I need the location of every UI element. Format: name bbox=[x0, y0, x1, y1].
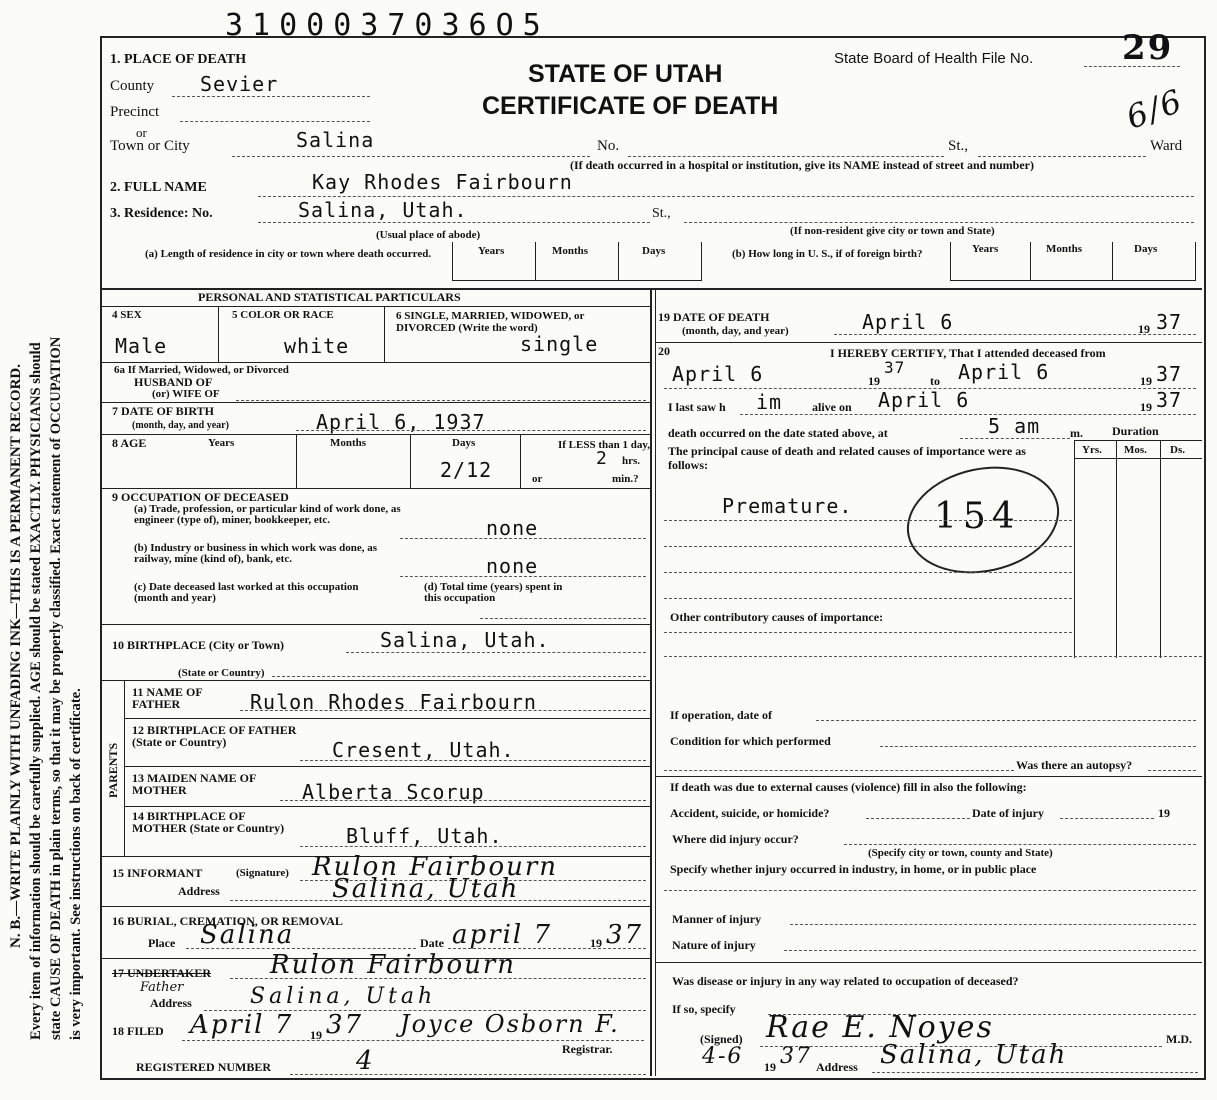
res-years-label: Years bbox=[478, 245, 505, 257]
duration-mos: Mos. bbox=[1124, 444, 1147, 456]
if-so-label: If so, specify bbox=[672, 1002, 736, 1016]
burial-year: 37 bbox=[606, 920, 644, 950]
md-label: M.D. bbox=[1166, 1032, 1192, 1046]
file-number-label: State Board of Health File No. bbox=[834, 50, 1034, 67]
occupation-b-value: none bbox=[486, 554, 539, 578]
time-m-label: m. bbox=[1070, 426, 1083, 440]
file-number-value: 29 bbox=[1122, 28, 1174, 68]
color-label: 5 COLOR OR RACE bbox=[232, 309, 334, 321]
undertaker-label: 17 UNDERTAKER bbox=[112, 966, 212, 980]
signature-date: 4-6 bbox=[702, 1044, 744, 1069]
alive-year-prefix: 19 bbox=[1140, 400, 1152, 414]
res-days-label: Days bbox=[642, 245, 666, 257]
injury-date-label: Date of injury bbox=[972, 806, 1044, 820]
age-label: 8 AGE bbox=[112, 436, 147, 450]
occupation-b-label: (b) Industry or business in which work was done, as railway, mine (kind of), bank, etc. bbox=[134, 542, 378, 565]
attended-to-label: to bbox=[930, 374, 940, 388]
sex-value: Male bbox=[115, 334, 168, 358]
date-of-death-label: 19 DATE OF DEATH bbox=[658, 310, 770, 324]
foreign-years-label: Years bbox=[972, 243, 999, 255]
father-birthplace-label: 12 BIRTHPLACE OF FATHER (State or Country) bbox=[132, 723, 297, 749]
alive-year: 37 bbox=[1156, 388, 1183, 412]
county-label: County bbox=[110, 78, 155, 94]
accident-label: Accident, suicide, or homicide? bbox=[670, 806, 830, 820]
age-years-label: Years bbox=[208, 437, 235, 449]
full-name-label: 2. FULL NAME bbox=[110, 180, 207, 195]
burial-date-label: Date bbox=[420, 936, 444, 950]
sign-year: 37 bbox=[780, 1044, 812, 1069]
foreign-birth-label: (b) How long in U. S., if of foreign birth? bbox=[732, 248, 923, 260]
or-minutes-label: or bbox=[532, 473, 543, 485]
certify-text: I HEREBY CERTIFY, That I attended deceased from bbox=[830, 346, 1106, 360]
attended-from: April 6 bbox=[672, 362, 764, 386]
res-months-label: Months bbox=[552, 245, 589, 257]
last-saw-label: I last saw h bbox=[668, 400, 726, 414]
spouse-label-2: HUSBAND OF bbox=[134, 375, 213, 389]
sign-year-prefix: 19 bbox=[764, 1060, 776, 1074]
attended-to: April 6 bbox=[958, 360, 1050, 384]
mother-birthplace-value: Bluff, Utah. bbox=[346, 824, 503, 848]
burial-place-label: Place bbox=[148, 936, 176, 950]
street-label: St., bbox=[948, 138, 969, 154]
duration-yrs: Yrs. bbox=[1082, 444, 1102, 456]
birthplace-label: 10 BIRTHPLACE (City or Town) bbox=[112, 638, 285, 652]
birthplace-value: Salina, Utah. bbox=[380, 628, 550, 652]
age-days-label: Days bbox=[452, 437, 476, 449]
occupation-c-label: (c) Date deceased last worked at this occupation (month and year) bbox=[134, 581, 359, 604]
foreign-days-label: Days bbox=[1134, 243, 1158, 255]
occupation-d-label: (d) Total time (years) spent in this occupation bbox=[424, 581, 563, 604]
spouse-label-3: (or) WIFE OF bbox=[152, 388, 220, 400]
physician-signature: Rae E. Noyes bbox=[766, 1010, 994, 1045]
signed-label: (Signed) bbox=[700, 1032, 743, 1046]
side-note-line-3: state CAUSE OF DEATH in plain terms, so that it may be properly classified. Exact statement of OCCUPATION bbox=[48, 336, 64, 1040]
foreign-months-label: Months bbox=[1046, 243, 1083, 255]
physician-address-label: Address bbox=[816, 1060, 858, 1074]
burial-date: april 7 bbox=[452, 920, 553, 950]
undertaker-relation: Father bbox=[140, 980, 184, 995]
occupation-related-label: Was disease or injury in any way related to occupation of deceased? bbox=[672, 974, 1019, 988]
length-residence-label: (a) Length of residence in city or town where death occurred. bbox=[145, 248, 432, 260]
informant-signature: Rulon Fairbourn bbox=[312, 852, 559, 882]
condition-label: Condition for which performed bbox=[670, 734, 831, 748]
alive-on-label: alive on bbox=[812, 400, 852, 414]
certify-number: 20 bbox=[658, 344, 670, 358]
burial-label: 16 BURIAL, CREMATION, OR REMOVAL bbox=[112, 914, 343, 928]
place-of-death-heading: 1. PLACE OF DEATH bbox=[110, 52, 247, 67]
mother-birthplace-label: 14 BIRTHPLACE OF MOTHER (State or Country) bbox=[132, 809, 285, 835]
spouse-label-1: 6a If Married, Widowed, or Divorced bbox=[114, 364, 289, 376]
undertaker-address: Salina, Utah bbox=[250, 984, 437, 1009]
attended-to-year: 37 bbox=[1156, 362, 1183, 386]
external-causes-label: If death was due to external causes (violence) fill in also the following: bbox=[670, 780, 1027, 794]
hours-label: hrs. bbox=[622, 455, 641, 467]
injury-year-prefix: 19 bbox=[1158, 806, 1170, 820]
side-note-line-4: is very important. See instructions on back of certificate. bbox=[68, 688, 84, 1040]
certificate-title: STATE OF UTAH bbox=[528, 60, 723, 88]
dob-sub: (month, day, and year) bbox=[132, 420, 229, 431]
to-year-prefix: 19 bbox=[1140, 374, 1152, 388]
duration-ds: Ds. bbox=[1170, 444, 1185, 456]
residence-street-label: St., bbox=[652, 206, 671, 221]
usual-abode-note: (Usual place of abode) bbox=[376, 229, 481, 241]
occupation-a-value: none bbox=[486, 516, 539, 540]
dob-label: 7 DATE OF BIRTH bbox=[112, 404, 214, 418]
filed-year-prefix: 19 bbox=[310, 1028, 322, 1042]
marital-value: single bbox=[520, 332, 599, 356]
filed-year: 37 bbox=[326, 1010, 364, 1040]
burial-place: Salina bbox=[200, 920, 295, 950]
ward-label: Ward bbox=[1150, 138, 1183, 154]
town-label: Town or City bbox=[110, 138, 190, 154]
registered-number-label: REGISTERED NUMBER bbox=[136, 1060, 272, 1074]
from-year-prefix: 19 bbox=[868, 374, 880, 388]
attended-from-year: 37 bbox=[884, 358, 906, 377]
occupation-label: 9 OCCUPATION OF DECEASED bbox=[112, 490, 289, 504]
autopsy-label: Was there an autopsy? bbox=[1016, 758, 1133, 772]
undertaker-name: Rulon Fairbourn bbox=[270, 950, 517, 980]
registrar-signature: Joyce Osborn F. bbox=[400, 1010, 620, 1038]
side-note-permanent-record: N. B.—WRITE PLAINLY WITH UNFADING INK—THIS IS A PERMANENT RECORD. bbox=[8, 364, 24, 948]
occupation-a-label: (a) Trade, profession, or particular kind of work done, as engineer (type of), miner, bookkeeper, etc. bbox=[134, 503, 401, 526]
where-note: (Specify city or town, county and State) bbox=[868, 847, 1053, 859]
last-saw-pronoun: im bbox=[756, 390, 783, 414]
undertaker-address-label: Address bbox=[150, 996, 192, 1010]
residence-label: 3. Residence: No. bbox=[110, 206, 213, 221]
registered-number: 4 bbox=[356, 1046, 375, 1076]
mother-name-label: 13 MAIDEN NAME OF MOTHER bbox=[132, 771, 256, 797]
father-name-value: Rulon Rhodes Fairbourn bbox=[250, 690, 537, 714]
specify-place-label: Specify whether injury occurred in industry, in home, or in public place bbox=[670, 862, 1037, 876]
nature-label: Nature of injury bbox=[672, 938, 756, 952]
non-resident-note: (If non-resident give city or town and State) bbox=[790, 225, 995, 237]
or-label: or bbox=[136, 125, 147, 140]
marital-label: 6 SINGLE, MARRIED, WIDOWED, or DIVORCED (Write the word) bbox=[396, 310, 585, 334]
duration-grid bbox=[1074, 440, 1203, 658]
operation-label: If operation, date of bbox=[670, 708, 772, 722]
registrar-label: Registrar. bbox=[562, 1042, 613, 1056]
sex-label: 4 SEX bbox=[112, 309, 142, 321]
manner-label: Manner of injury bbox=[672, 912, 762, 926]
death-occurred-label: death occurred on the date stated above, at bbox=[668, 426, 888, 440]
county-value: Sevier bbox=[200, 72, 279, 96]
burial-year-prefix: 19 bbox=[590, 936, 602, 950]
full-name-value: Kay Rhodes Fairbourn bbox=[312, 170, 573, 194]
hospital-note: (If death occurred in a hospital or institution, give its NAME instead of street and number) bbox=[570, 158, 1035, 172]
date-of-death-value: April 6 bbox=[862, 310, 954, 334]
age-days-value: 2/12 bbox=[440, 458, 493, 482]
dob-value: April 6, 1937 bbox=[316, 410, 486, 434]
residence-value: Salina, Utah. bbox=[298, 198, 468, 222]
age-months-label: Months bbox=[330, 437, 367, 449]
filed-label: 18 FILED bbox=[112, 1024, 164, 1038]
street-no-label: No. bbox=[597, 138, 620, 154]
personal-particulars-heading: PERSONAL AND STATISTICAL PARTICULARS bbox=[198, 290, 461, 304]
date-of-death-sub: (month, day, and year) bbox=[682, 325, 789, 337]
duration-label: Duration bbox=[1112, 424, 1159, 438]
mother-name-value: Alberta Scorup bbox=[302, 780, 485, 804]
certificate-subtitle: CERTIFICATE OF DEATH bbox=[482, 92, 779, 120]
side-note-line-2: Every item of information should be carefully supplied. AGE should be stated EXACTLY. PHYSICIANS should bbox=[28, 342, 44, 1040]
cause-of-death: Premature. bbox=[722, 494, 853, 518]
hours-value: 2 bbox=[596, 448, 608, 469]
cause-code: 154 bbox=[934, 496, 1021, 537]
other-causes-label: Other contributory causes of importance: bbox=[670, 610, 884, 624]
precinct-label: Precinct bbox=[110, 104, 160, 120]
informant-address: Salina, Utah bbox=[332, 874, 520, 904]
death-time: 5 am bbox=[988, 414, 1041, 438]
informant-label: 15 INFORMANT bbox=[112, 866, 203, 880]
cause-intro: The principal cause of death and related causes of importance were as follows: bbox=[668, 444, 1026, 472]
father-birthplace-value: Cresent, Utah. bbox=[332, 738, 515, 762]
color-value: white bbox=[284, 334, 350, 358]
informant-signature-label: (Signature) bbox=[236, 867, 289, 879]
less-than-day-label: If LESS than 1 day, bbox=[557, 439, 650, 451]
informant-address-label: Address bbox=[178, 884, 220, 898]
parents-side-label: PARENTS bbox=[106, 742, 120, 798]
father-name-label: 11 NAME OF FATHER bbox=[132, 685, 203, 711]
death-year: 37 bbox=[1156, 310, 1183, 334]
physician-address: Salina, Utah bbox=[880, 1040, 1068, 1070]
town-value: Salina bbox=[296, 128, 375, 152]
birthplace-sub: (State or Country) bbox=[178, 667, 265, 679]
certificate-serial-number: 3100037036O5 bbox=[225, 8, 550, 43]
file-number-note: 6/6 bbox=[1121, 81, 1189, 137]
where-injury-label: Where did injury occur? bbox=[672, 832, 799, 846]
death-year-prefix: 19 bbox=[1138, 322, 1150, 336]
filed-date: April 7 bbox=[190, 1010, 294, 1040]
minutes-label: min.? bbox=[612, 473, 639, 485]
alive-on-value: April 6 bbox=[878, 388, 970, 412]
